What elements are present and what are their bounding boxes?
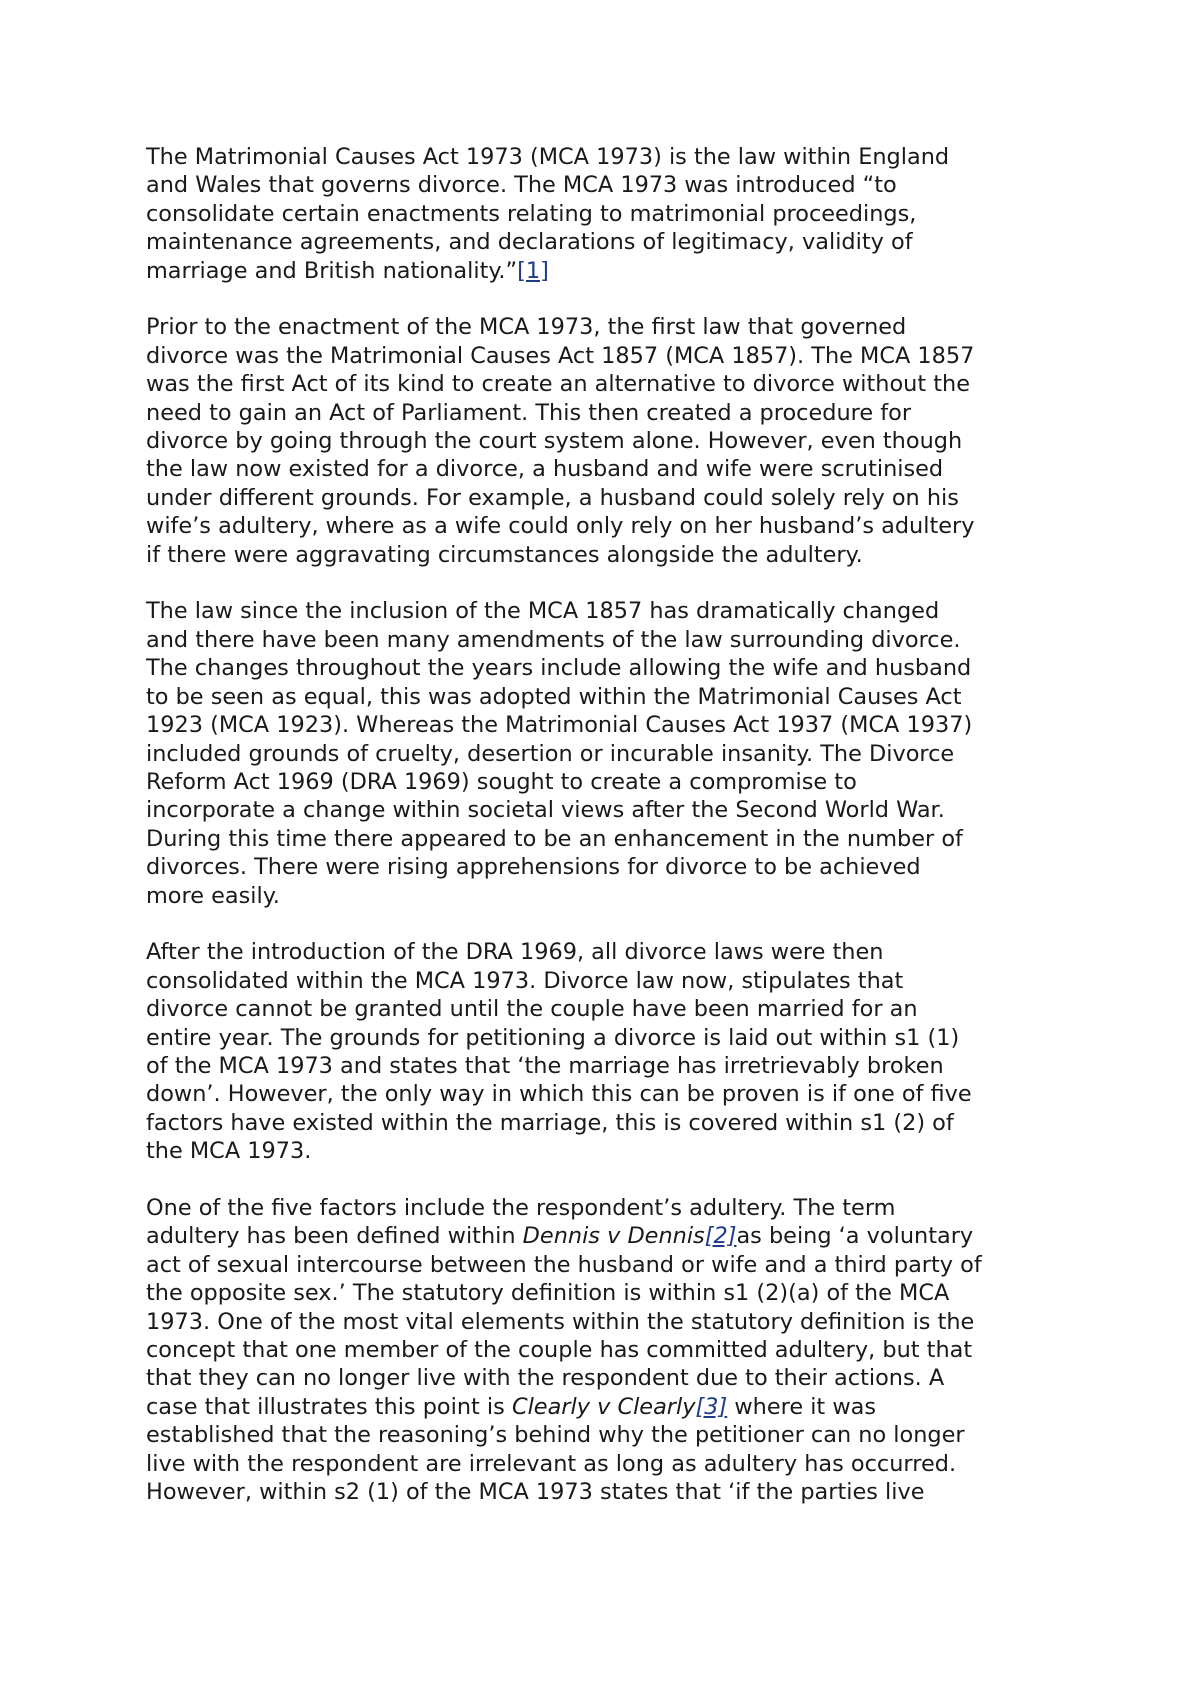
text-line: divorce was the Matrimonial Causes Act 1857 (MCA 1857). The MCA 1857 (146, 342, 975, 369)
text-line: The changes throughout the years include allowing the wife and husband (146, 655, 972, 682)
text-line: One of the five factors include the respondent’s adultery. The term (146, 1194, 896, 1221)
text-line: divorce cannot be granted until the couple have been married for an (146, 996, 918, 1023)
text-line: under different grounds. For example, a husband could solely rely on his (146, 484, 959, 511)
paragraph-1 (146, 143, 1076, 285)
text-line: concept that one member of the couple has committed adultery, but that (146, 1337, 973, 1363)
text-line: the law now existed for a divorce, a husband and wife were scrutinised (146, 456, 944, 483)
text-line: consolidate certain enactments relating to matrimonial proceedings, (146, 200, 917, 227)
text-line: Reform Act 1969 (DRA 1969) sought to create a compromise to (146, 768, 857, 795)
text-line: and Wales that governs divorce. The MCA 1973 was introduced “to (146, 172, 897, 199)
footnote-link-1[interactable]: [1] (517, 257, 549, 284)
text-line (146, 1393, 1076, 1421)
text-line: was the first Act of its kind to create an alternative to divorce without the (146, 371, 970, 398)
text-line: to be seen as equal, this was adopted within the Matrimonial Causes Act (146, 683, 962, 710)
text-line: maintenance agreements, and declarations of legitimacy, validity of (146, 229, 913, 256)
text-line: that they can no longer live with the respondent due to their actions. A (146, 1365, 945, 1392)
text-line: 1973. One of the most vital elements within the statutory definition is the (146, 1308, 975, 1335)
text-line: the MCA 1973. (146, 1138, 312, 1165)
text-line: need to gain an Act of Parliament. This then created a procedure for (146, 399, 912, 426)
text-segment: marriage and British nationality.” (146, 257, 518, 284)
text-segment: as being ‘a voluntary (736, 1223, 974, 1250)
text-segment: case that illustrates this point is (146, 1393, 512, 1420)
text-line: 1923 (MCA 1923). Whereas the Matrimonial Causes Act 1937 (MCA 1937) (146, 712, 973, 739)
text-line (146, 257, 1076, 285)
text-line: act of sexual intercourse between the husband or wife and a third party of (146, 1251, 982, 1278)
text-line: down’. However, the only way in which this can be proven is if one of five (146, 1081, 972, 1108)
text-line: Prior to the enactment of the MCA 1973, the first law that governed (146, 314, 907, 341)
text-line: However, within s2 (1) of the MCA 1973 states that ‘if the parties live (146, 1479, 925, 1506)
paragraph-3 (146, 597, 1076, 909)
paragraph-4 (146, 938, 1076, 1165)
text-line: incorporate a change within societal views after the Second World War. (146, 797, 945, 824)
text-line: if there were aggravating circumstances alongside the adultery. (146, 541, 863, 568)
footnote-link-2[interactable]: [2] (704, 1223, 737, 1250)
text-segment: adultery has been defined within (146, 1223, 523, 1250)
text-line: the opposite sex.’ The statutory definition is within s1 (2)(a) of the MCA (146, 1280, 950, 1307)
footnote-link-3[interactable]: [3] (695, 1393, 728, 1420)
text-line: The Matrimonial Causes Act 1973 (MCA 1973) is the law within England (146, 144, 950, 170)
text-line: live with the respondent are irrelevant as long as adultery has occurred. (146, 1450, 957, 1477)
text-line: more easily. (146, 882, 280, 909)
text-line: The law since the inclusion of the MCA 1857 has dramatically changed (146, 598, 940, 625)
text-line: divorces. There were rising apprehensions for divorce to be achieved (146, 854, 921, 881)
text-line: and there have been many amendments of the law surrounding divorce. (146, 626, 961, 653)
case-name-dennis: Dennis v Dennis (522, 1223, 705, 1250)
paragraph-5 (146, 1194, 1076, 1506)
text-line (146, 1222, 1076, 1250)
text-line: divorce by going through the court system alone. However, even though (146, 428, 963, 455)
text-line: After the introduction of the DRA 1969, all divorce laws were then (146, 939, 884, 966)
text-line: of the MCA 1973 and states that ‘the marriage has irretrievably broken (146, 1052, 944, 1079)
text-line: included grounds of cruelty, desertion or incurable insanity. The Divorce (146, 740, 955, 767)
text-line: entire year. The grounds for petitioning a divorce is laid out within s1 (1) (146, 1024, 960, 1051)
text-line: wife’s adultery, where as a wife could only rely on her husband’s adultery (146, 513, 975, 540)
text-line: factors have existed within the marriage, this is covered within s1 (2) of (146, 1109, 954, 1136)
document-page (146, 143, 1076, 1535)
text-line: consolidated within the MCA 1973. Divorce law now, stipulates that (146, 967, 904, 994)
text-line: During this time there appeared to be an enhancement in the number of (146, 825, 963, 852)
paragraph-2 (146, 313, 1076, 569)
text-line: established that the reasoning’s behind why the petitioner can no longer (146, 1422, 965, 1449)
case-name-clearly: Clearly v Clearly (511, 1393, 696, 1420)
text-segment: where it was (727, 1393, 877, 1420)
